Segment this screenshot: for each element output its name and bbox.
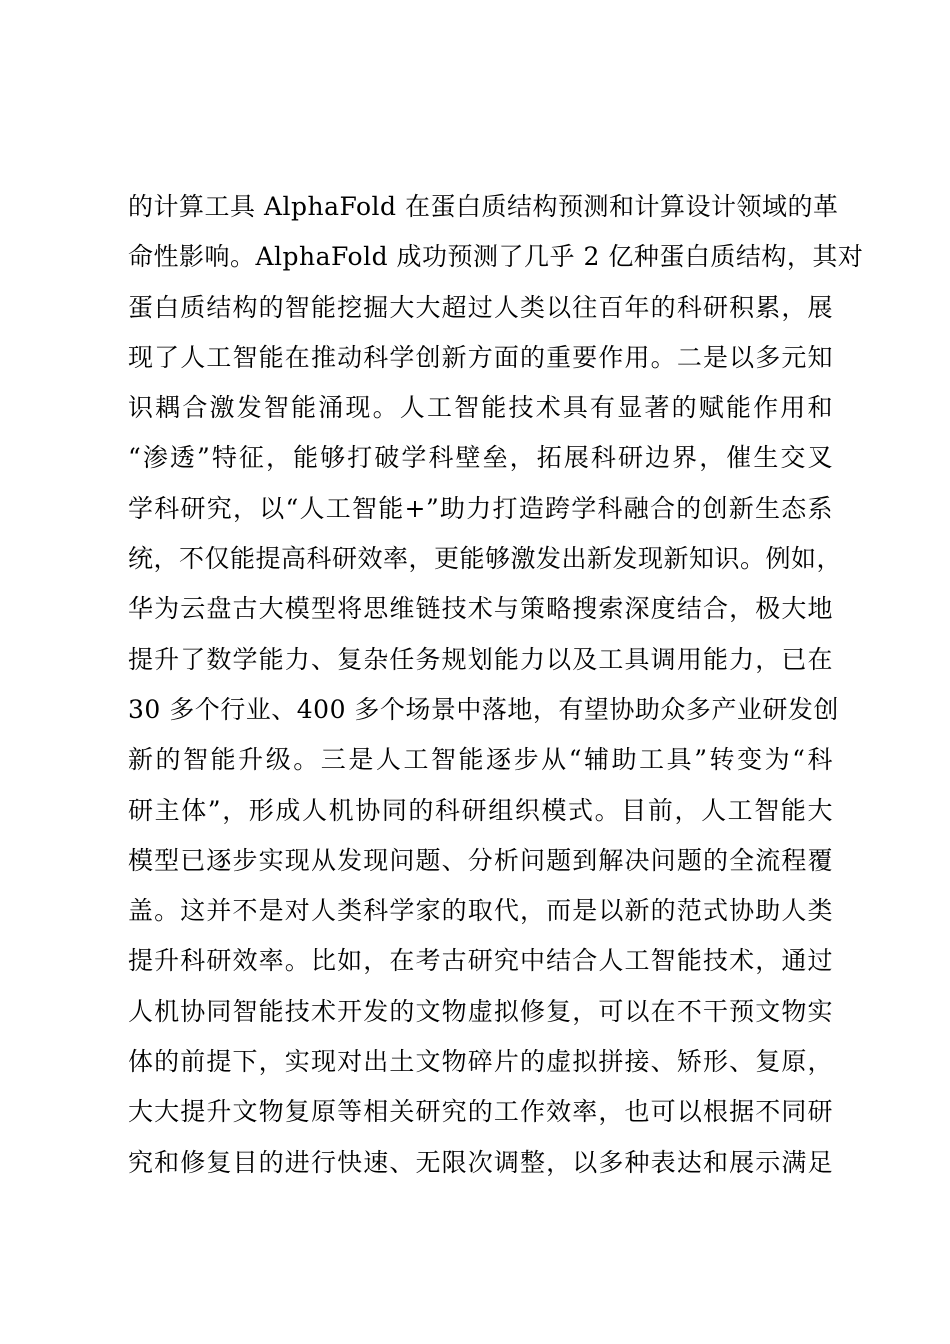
text-line-2: 命性影响。AlphaFold 成功预测了几乎 2 亿种蛋白质结构，其对 [128, 242, 864, 272]
text-line-14: 模型已逐步实现从发现问题、分析问题到解决问题的全流程覆 [128, 845, 833, 875]
text-line-20: 究和修复目的进行快速、无限次调整，以多种表达和展示满足 [128, 1147, 833, 1177]
text-line-1: 的计算工具 AlphaFold 在蛋白质结构预测和计算设计领域的革 [128, 192, 839, 221]
text-line-9: 华为云盘古大模型将思维链技术与策略搜索深度结合，极大地 [128, 594, 833, 624]
text-line-4: 现了人工智能在推动科学创新方面的重要作用。二是以多元知 [128, 342, 833, 372]
text-line-7: 学科研究，以“人工智能+”助力打造跨学科融合的创新生态系 [128, 493, 833, 523]
body-text [128, 182, 864, 1188]
text-line-18: 体的前提下，实现对出土文物碎片的虚拟拼接、矫形、复原， [128, 1047, 833, 1077]
text-line-11: 30 多个行业、400 多个场景中落地，有望协助众多产业研发创 [128, 694, 839, 724]
text-line-17: 人机协同智能技术开发的文物虚拟修复，可以在不干预文物实 [128, 996, 833, 1026]
text-line-16: 提升科研效率。比如，在考古研究中结合人工智能技术，通过 [128, 946, 833, 976]
text-line-15: 盖。这并不是对人类科学家的取代，而是以新的范式协助人类 [128, 896, 833, 926]
text-line-8: 统，不仅能提高科研效率，更能够激发出新发现新知识。例如， [128, 544, 843, 574]
text-line-3: 蛋白质结构的智能挖掘大大超过人类以往百年的科研积累，展 [128, 292, 833, 322]
text-line-12: 新的智能升级。三是人工智能逐步从“辅助工具”转变为“科 [128, 745, 833, 775]
text-line-6: “渗透”特征，能够打破学科壁垒，拓展科研边界，催生交叉 [128, 443, 833, 473]
text-line-13: 研主体”，形成人机协同的科研组织模式。目前，人工智能大 [128, 795, 833, 825]
text-line-5: 识耦合激发智能涌现。人工智能技术具有显著的赋能作用和 [128, 393, 833, 423]
text-line-19: 大大提升文物复原等相关研究的工作效率，也可以根据不同研 [128, 1097, 833, 1127]
text-line-10: 提升了数学能力、复杂任务规划能力以及工具调用能力，已在 [128, 644, 833, 674]
